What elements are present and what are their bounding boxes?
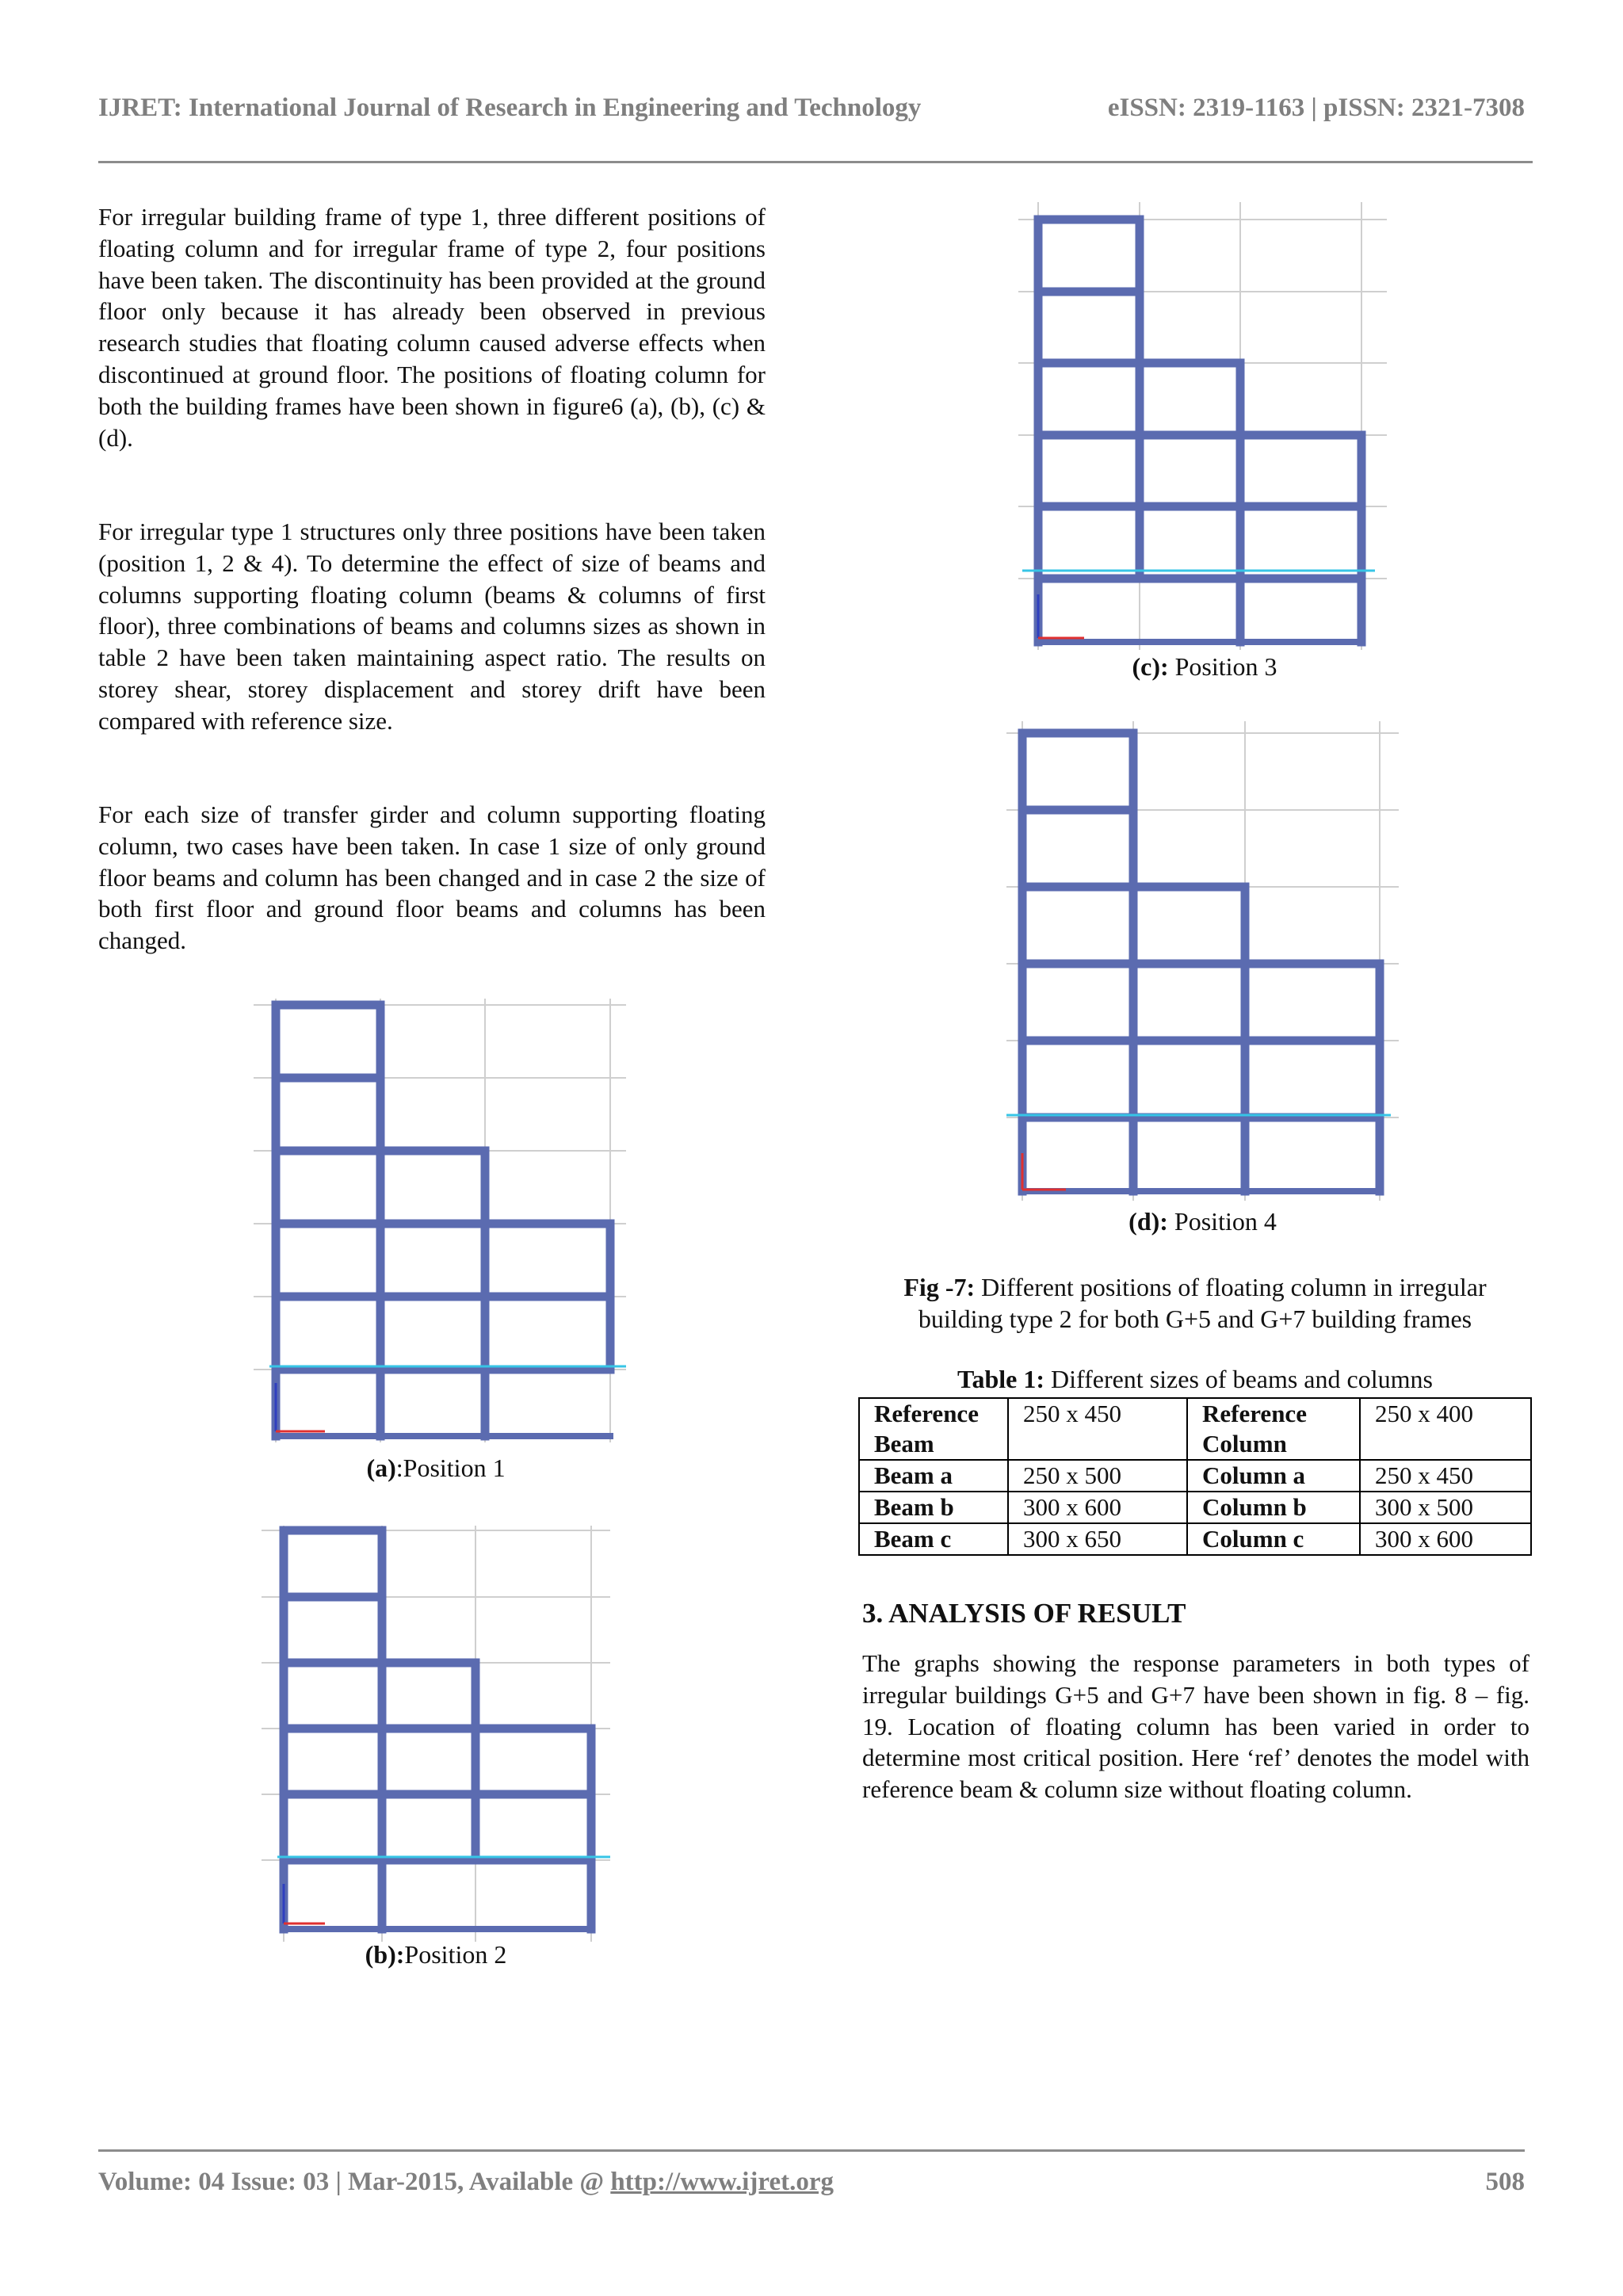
table-cell: 300 x 600 xyxy=(1360,1523,1531,1555)
axis-triad-d xyxy=(1022,1153,1066,1190)
figure-b-frame xyxy=(238,1518,634,1946)
table1-caption-text: Different sizes of beams and columns xyxy=(1044,1365,1433,1393)
section3-paragraph: The graphs showing the response parameters in both types of irregular buildings G+5 and G+7 have been shown in fig. 8 – fig. 19. Location of floating column has been varied in order to determine most critical position. Here ‘ref’ denotes the model with reference beam & column size without floating column. xyxy=(862,1649,1529,1804)
fig7-line1: Different positions of floating column in irregular xyxy=(975,1273,1487,1301)
caption-b xyxy=(238,1940,634,1969)
figure-a-frame xyxy=(238,991,634,1450)
table-row xyxy=(859,1523,1531,1555)
fig7-label: Fig -7: xyxy=(903,1273,976,1301)
section-heading: 3. ANALYSIS OF RESULT xyxy=(862,1598,1186,1629)
table-cell: 250 x 500 xyxy=(1008,1460,1187,1492)
table-cell: Reference Column xyxy=(1187,1398,1360,1460)
table-beam-column-sizes xyxy=(858,1397,1532,1556)
table-cell: 250 x 450 xyxy=(1008,1398,1187,1460)
table-cell: Column c xyxy=(1187,1523,1360,1555)
paragraph-2: For irregular type 1 structures only three positions have been taken (position 1, 2 & 4). To determine the effect of size of beams and columns supporting floating column (beams & columns of first floor), three combinations of beams and columns sizes as shown in table 2 have been taken maintaining aspect ratio. The results on storey shear, storey displacement and storey drift have been compared with reference size. xyxy=(98,518,766,735)
caption-c-label: (c): xyxy=(1132,652,1169,681)
paragraph-3: For each size of transfer girder and column supporting floating column, two cases have been taken. In case 1 size of only ground floor beams and column has been changed and in case 2 the size of both first floor and ground floor beams and columns has been changed. xyxy=(98,800,766,955)
table1-caption-label: Table 1: xyxy=(957,1365,1044,1393)
table-cell: Reference Beam xyxy=(859,1398,1008,1460)
caption-a xyxy=(238,1454,634,1483)
table-cell: 300 x 600 xyxy=(1008,1492,1187,1523)
caption-b-label: (b): xyxy=(365,1940,405,1969)
table-cell: 300 x 500 xyxy=(1360,1492,1531,1523)
axis-triad-c xyxy=(1038,594,1084,638)
table-cell: Beam a xyxy=(859,1460,1008,1492)
figure-c-frame xyxy=(1006,198,1403,654)
table1-caption xyxy=(858,1365,1532,1394)
page-number: 508 xyxy=(1485,2168,1525,2196)
table-cell: 250 x 450 xyxy=(1360,1460,1531,1492)
footer-rule xyxy=(98,2149,1525,2152)
caption-b-text: Position 2 xyxy=(404,1940,507,1969)
footer-link[interactable]: http://www.ijret.org xyxy=(610,2168,834,2196)
table-cell: 250 x 400 xyxy=(1360,1398,1531,1460)
caption-d xyxy=(1002,1207,1403,1236)
fig7-line2: building type 2 for both G+5 and G+7 building frames xyxy=(918,1305,1472,1333)
caption-c-text: Position 3 xyxy=(1168,652,1277,681)
table-cell: Column a xyxy=(1187,1460,1360,1492)
fig7-caption xyxy=(858,1271,1532,1335)
paragraph-1: For irregular building frame of type 1, three different positions of floating column and for irregular frame of type 2, four positions have been taken. The discontinuity has been provided at the ground floor only because it has already been observed in previous research studies that floating column caused adverse effects when discontinued at ground floor. The positions of floating column for both the building frames have been shown in figure6 (a), (b), (c) & (d). xyxy=(98,203,766,452)
caption-a-text: :Position 1 xyxy=(395,1454,506,1482)
table-cell: Column b xyxy=(1187,1492,1360,1523)
journal-title: IJRET: International Journal of Research in Engineering and Technology xyxy=(98,94,922,122)
caption-d-label: (d): xyxy=(1128,1207,1168,1236)
caption-a-label: (a) xyxy=(366,1454,396,1482)
footer-volume: Volume: 04 Issue: 03 | Mar-2015, Available @ xyxy=(98,2168,611,2196)
table-cell: Beam c xyxy=(859,1523,1008,1555)
header-rule xyxy=(98,161,1533,163)
table-row xyxy=(859,1492,1531,1523)
caption-c xyxy=(1006,652,1403,682)
axis-triad-a xyxy=(276,1383,325,1431)
table-cell: 300 x 650 xyxy=(1008,1523,1187,1555)
table-cell: Beam b xyxy=(859,1492,1008,1523)
issn: eISSN: 2319-1163 | pISSN: 2321-7308 xyxy=(1107,94,1525,122)
table-row xyxy=(859,1460,1531,1492)
axis-triad-b xyxy=(284,1884,325,1924)
page-footer xyxy=(98,2168,1525,2197)
table-row xyxy=(859,1398,1531,1460)
caption-d-text: Position 4 xyxy=(1167,1207,1277,1236)
figure-d-frame xyxy=(1002,717,1403,1205)
